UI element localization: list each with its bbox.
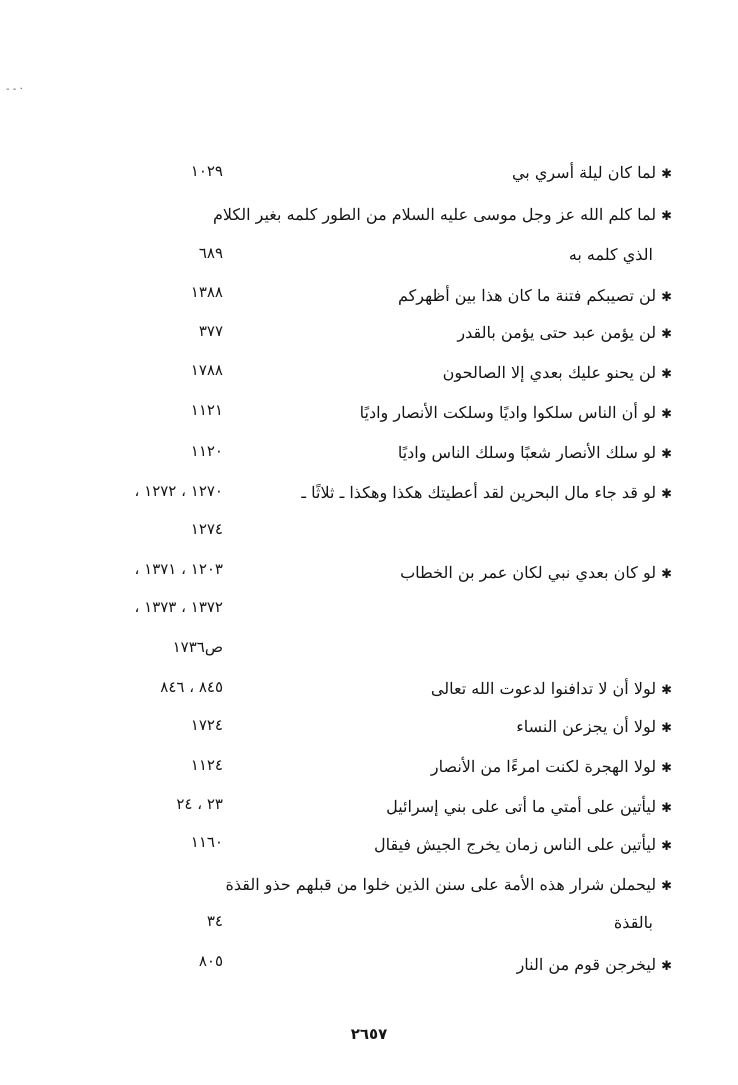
entry-text: لما كان ليلة أسري بي [511,163,657,182]
entry-text: لن يؤمن عبد حتى يؤمن بالقدر [457,323,657,342]
entry-text: ليخرجن قوم من النار [516,955,657,974]
entry-refs: ١١٦٠ [190,833,223,851]
entry-text: لن تصيبكم فتنة ما كان هذا بين أظهركم [398,286,657,305]
entry-refs: ١٢٧٠ ، ١٢٧٢ ، [134,482,223,500]
bullet-icon: ✱ [661,721,672,736]
entry-text: ليأتين على الناس زمان يخرج الجيش فيقال [374,835,657,854]
entry-refs: ٣٧٧ [198,322,223,340]
entry-text: لو قد جاء مال البحرين لقد أعطيتك هكذا وهكذا ـ ثلاثًا ـ [301,483,657,502]
entry-refs: ١٧٨٨ [190,361,223,379]
entry-refs: ١١٢٠ [190,442,223,460]
index-entry [431,674,672,704]
index-entry [213,200,672,230]
entry-text: لولا الهجرة لكنت امرءًا من الأنصار [430,757,657,776]
bullet-icon: ✱ [661,209,672,224]
entry-refs: ١٢٠٣ ، ١٣٧١ ، [134,560,223,578]
entry-refs: ٦٨٩ [198,244,223,262]
index-entry [457,318,672,348]
index-entry [374,830,672,860]
bullet-icon: ✱ [661,167,672,182]
entry-text: ليأتين على أمتي ما أتى على بني إسرائيل [386,797,657,816]
index-entry [386,792,672,822]
entry-text: لو كان بعدي نبي لكان عمر بن الخطاب [400,563,657,582]
bullet-icon: ✱ [661,801,672,816]
bullet-icon: ✱ [661,447,672,462]
index-entry [443,358,672,388]
entry-text: لولا أن يجزعن النساء [516,717,657,736]
index-entry [398,438,672,468]
entry-text: لما كلم الله عز وجل موسى عليه السلام من الطور كلمه بغير الكلام [212,205,657,224]
index-entry [360,398,672,428]
bullet-icon: ✱ [661,683,672,698]
index-entry [301,478,672,508]
bullet-icon: ✱ [661,290,672,305]
entry-refs: ص١٧٣٦ [172,638,223,656]
entry-refs: ١١٢١ [190,401,223,419]
page-number: ٢٦٥٧ [350,1025,388,1043]
entry-refs: ٨٤٥ ، ٨٤٦ [160,678,223,696]
bullet-icon: ✱ [661,367,672,382]
entry-text: ليحملن شرار هذه الأمة على سنن الذين خلوا من قبلهم حذو القذة [225,875,657,894]
entry-text: لن يحنو عليك بعدي إلا الصالحون [442,363,657,382]
entry-refs: ٢٣ ، ٢٤ [176,795,223,813]
bullet-icon: ✱ [661,487,672,502]
bullet-icon: ✱ [661,959,672,974]
entry-continuation: الذي كلمه به [568,245,653,264]
bullet-icon: ✱ [661,879,672,894]
bullet-icon: ✱ [661,761,672,776]
index-entry [225,870,672,900]
entry-text: لو سلك الأنصار شعبًا وسلك الناس واديًا [397,443,657,462]
index-entry [398,281,672,311]
index-entry [512,158,672,188]
index-entry [516,712,672,742]
bullet-icon: ✱ [661,567,672,582]
entry-text: لولا أن لا تدافنوا لدعوت الله تعالى [430,679,657,698]
entry-text: لو أن الناس سلكوا واديًا وسلكت الأنصار واديًا [359,403,657,422]
entry-refs: ١١٢٤ [190,756,223,774]
index-entry [431,752,672,782]
entry-refs: ٨٠٥ [198,952,223,970]
entry-refs: ١٠٢٩ [190,162,223,180]
index-entry [400,558,672,588]
entry-refs: ١٣٧٢ ، ١٣٧٣ ، [134,598,223,616]
index-entry [517,950,672,980]
bullet-icon: ✱ [661,407,672,422]
entry-refs: ١٢٧٤ [190,520,223,538]
bullet-icon: ✱ [661,839,672,854]
margin-mark: - - · [6,84,23,95]
bullet-icon: ✱ [661,327,672,342]
entry-refs: ١٧٢٤ [190,716,223,734]
entry-refs: ١٣٨٨ [190,283,223,301]
entry-continuation: بالقذة [613,913,653,932]
entry-refs: ٣٤ [206,912,223,930]
